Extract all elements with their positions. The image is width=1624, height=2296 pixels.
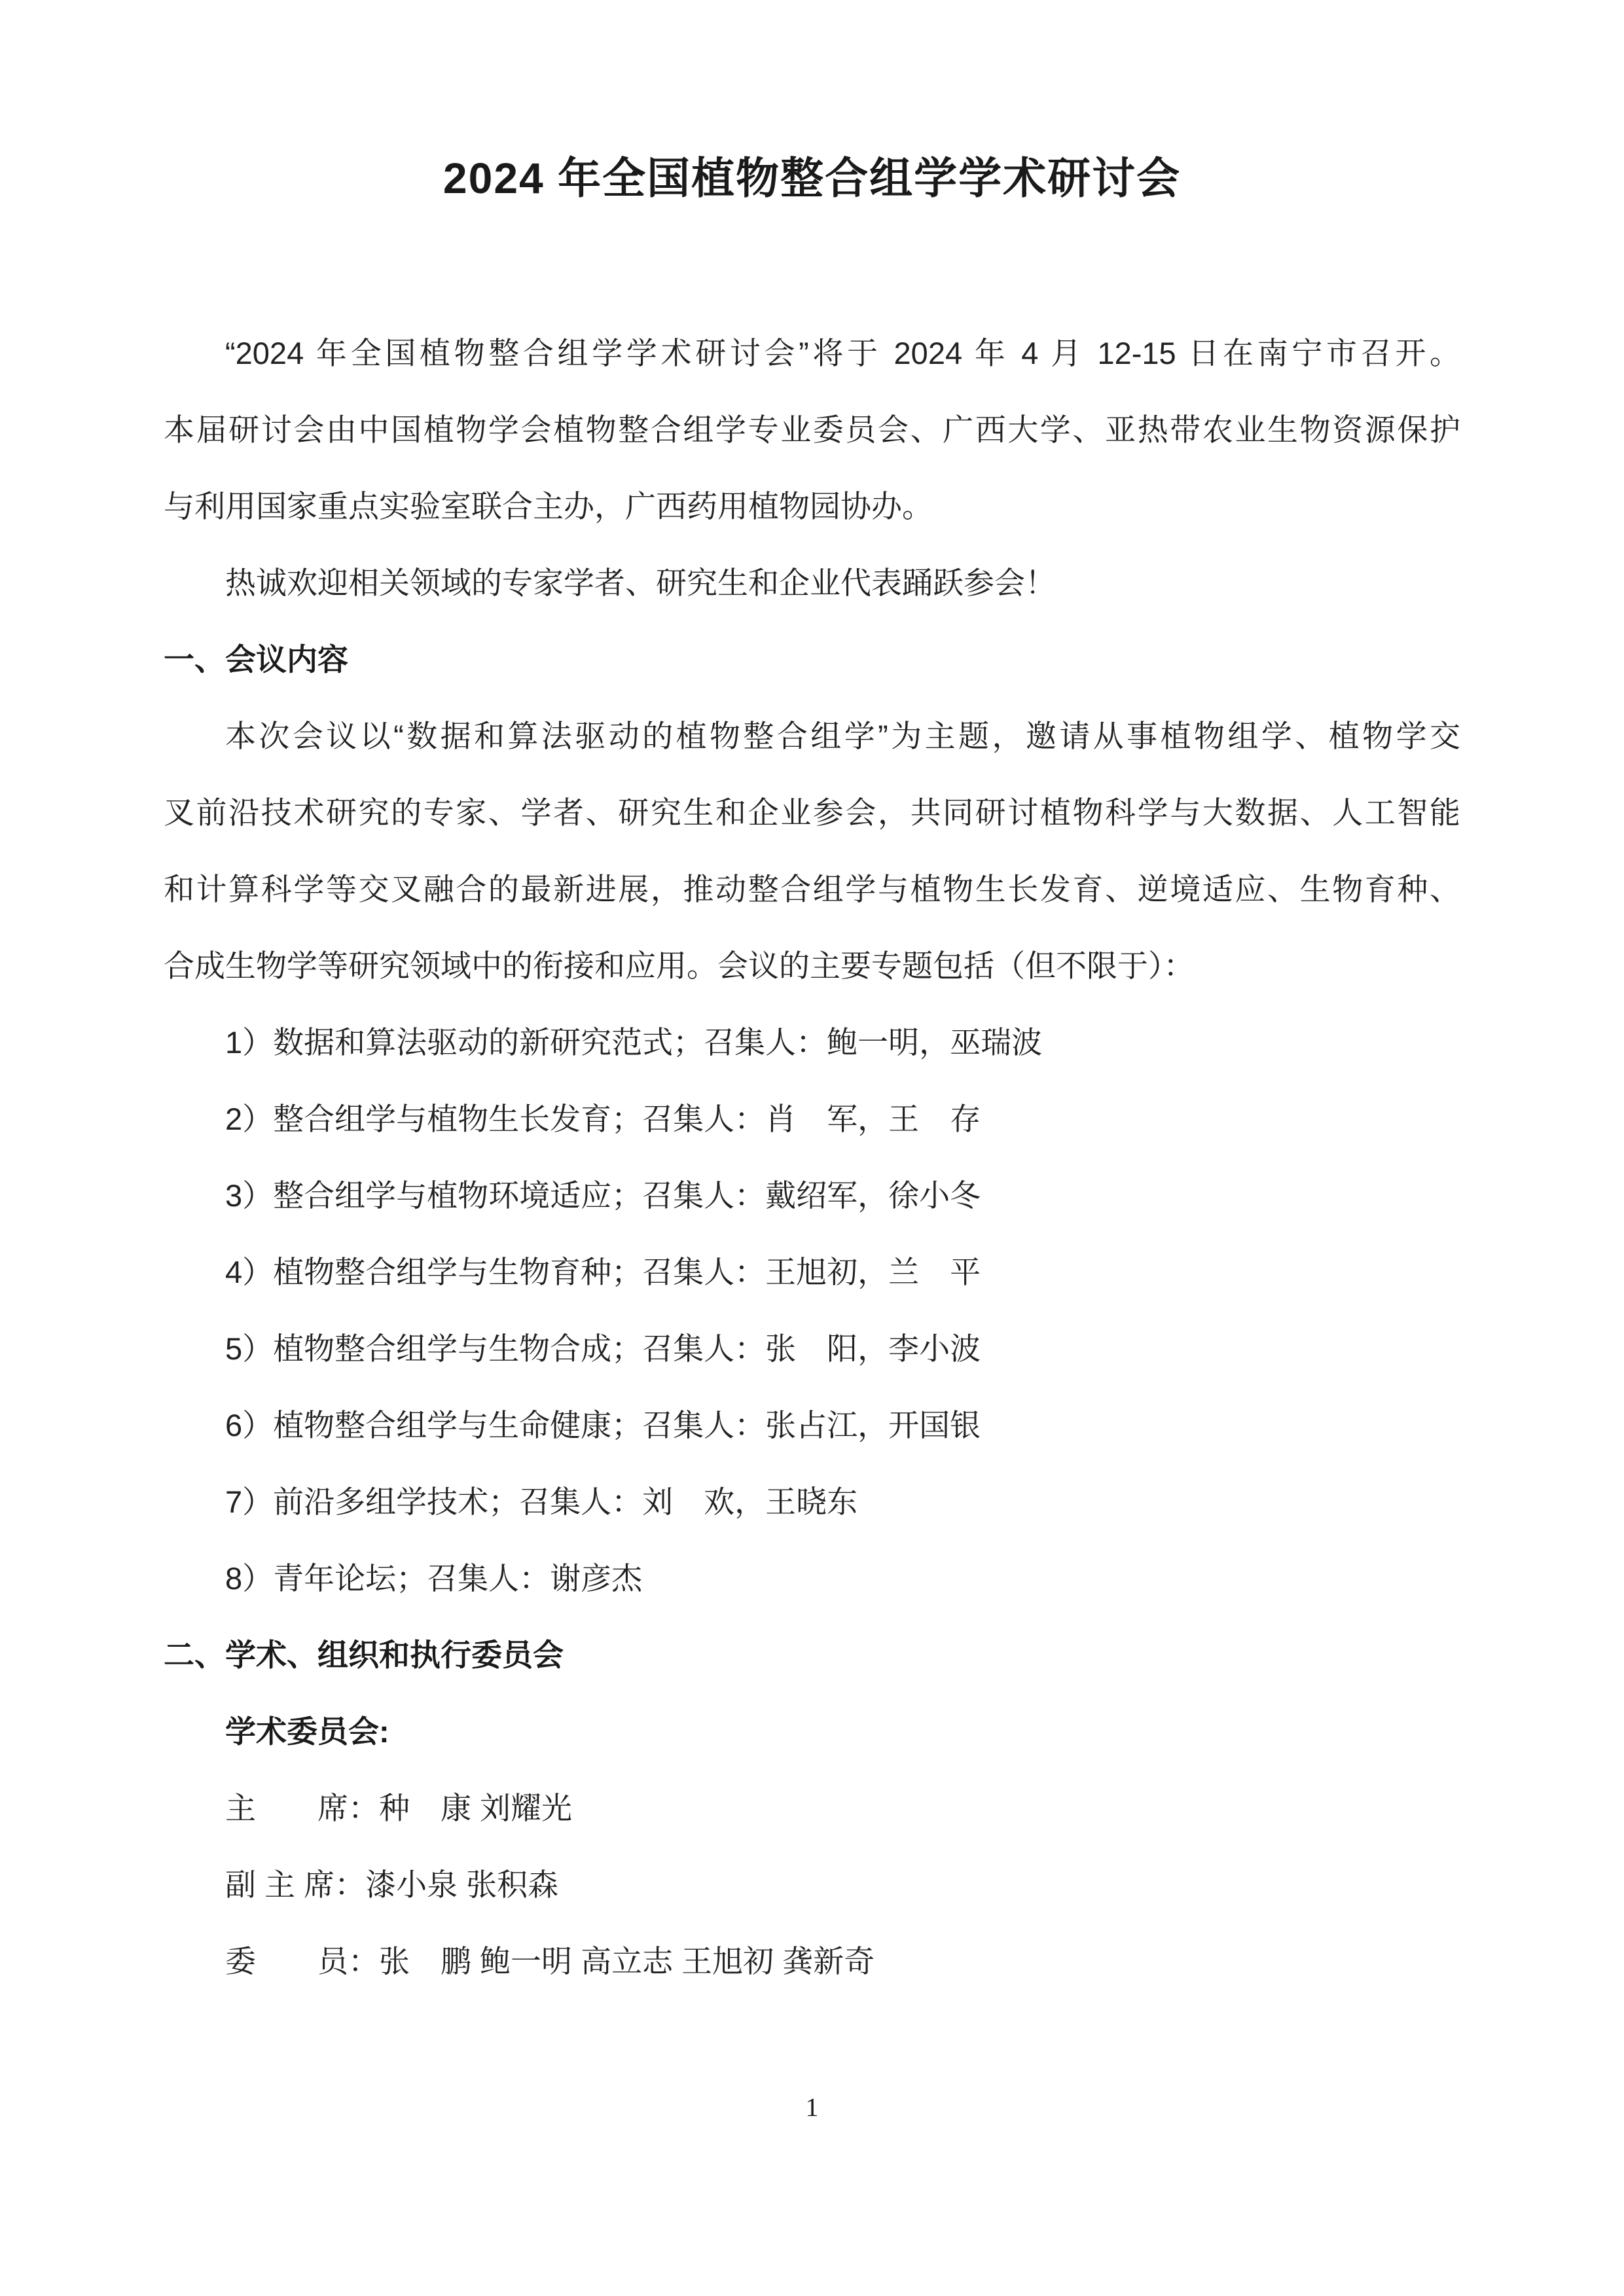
paragraph-line: 与利用国家重点实验室联合主办，广西药用植物园协办。: [164, 489, 933, 524]
list-item: 6）植物整合组学与生命健康；召集人：张占江，开国银: [225, 1408, 981, 1443]
document-title: 2024 年全国植物整合组学学术研讨会: [442, 154, 1182, 202]
paragraph-line: 热诚欢迎相关领域的专家学者、研究生和企业代表踊跃参会！: [225, 565, 1056, 600]
committee-row: 委 员：张 鹏 鲍一明 高立志 王旭初 龚新奇: [225, 1944, 875, 1979]
document-body: [164, 315, 1460, 2000]
paragraph-line: 本次会议以“数据和算法驱动的植物整合组学”为主题，邀请从事植物组学、植物学交: [225, 719, 1460, 753]
committee-row: 副 主 席：漆小泉 张积森: [225, 1867, 559, 1902]
list-item: 5）植物整合组学与生物合成；召集人：张 阳，李小波: [225, 1331, 981, 1366]
section-heading: 二、学术、组织和执行委员会: [164, 1638, 564, 1672]
page-number: 1: [805, 2092, 819, 2122]
list-item: 8）青年论坛；召集人：谢彦杰: [225, 1561, 643, 1596]
list-item: 3）整合组学与植物环境适应；召集人：戴绍军，徐小冬: [225, 1178, 981, 1213]
section-heading: 一、会议内容: [164, 642, 348, 677]
paragraph-line: “2024 年全国植物整合组学学术研讨会”将于 2024 年 4 月 12-15 日在南宁市召开。: [225, 336, 1460, 370]
paragraph-line: 合成生物学等研究领域中的衔接和应用。会议的主要专题包括（但不限于）：: [164, 948, 1195, 983]
list-item: 4）植物整合组学与生物育种；召集人：王旭初，兰 平: [225, 1255, 981, 1289]
paragraph-line: 叉前沿技术研究的专家、学者、研究生和企业参会，共同研讨植物科学与大数据、人工智能: [164, 795, 1460, 830]
list-item: 7）前沿多组学技术；召集人：刘 欢，王晓东: [225, 1484, 858, 1519]
list-item: 1）数据和算法驱动的新研究范式；召集人：鲍一明，巫瑞波: [225, 1025, 1043, 1060]
paragraph-line: 本届研讨会由中国植物学会植物整合组学专业委员会、广西大学、亚热带农业生物资源保护: [164, 412, 1460, 447]
committee-row: 主 席：种 康 刘耀光: [225, 1791, 573, 1825]
paragraph-line: 和计算科学等交叉融合的最新进展，推动整合组学与植物生长发育、逆境适应、生物育种、: [164, 872, 1460, 906]
subsection-heading: 学术委员会:: [225, 1714, 389, 1749]
list-item: 2）整合组学与植物生长发育；召集人：肖 军，王 存: [225, 1102, 981, 1136]
